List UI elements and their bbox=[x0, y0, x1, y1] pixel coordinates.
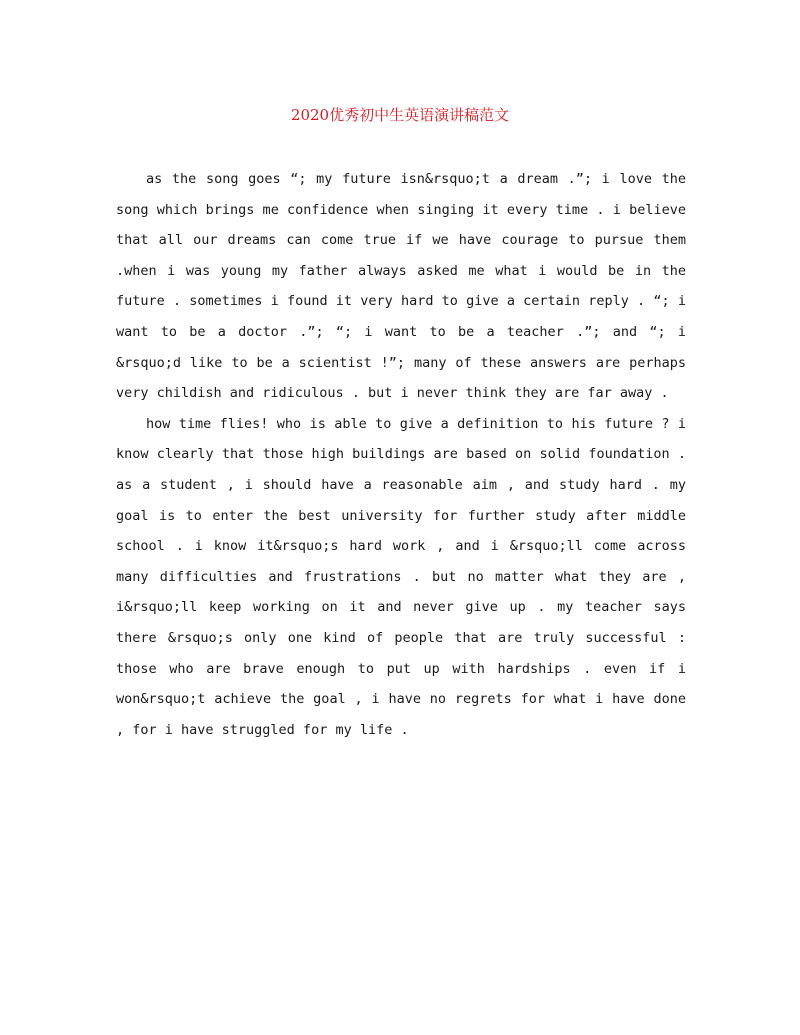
document-title: 2020优秀初中生英语演讲稿范文 bbox=[290, 106, 510, 124]
document-body bbox=[116, 164, 686, 745]
paragraph-1: as the song goes “; my future isn&rsquo;t a dream .”; i love the song which brings me confidence when singing it every time . i believe that all our dreams can come true if we have courage to pursue them .when i was young my father always asked me what i would be in the future . sometimes i found it very hard to give a certain reply . “; i want to be a doctor .”; “; i want to be a teacher .”; and “; i &rsquo;d like to be a scientist !”; many of these answers are perhaps very childish and ridiculous . but i never think they are far away . bbox=[116, 171, 686, 402]
paragraph-2: how time flies! who is able to give a definition to his future ? i know clearly that those high buildings are based on solid foundation . as a student , i should have a reasonable aim , and study hard . my goal is to enter the best university for further study after middle school . i know it&rsquo;s hard work , and i &rsquo;ll come across many difficulties and frustrations . but no matter what they are , i&rsquo;ll keep working on it and never give up . my teacher says there &rsquo;s only one kind of people that are truly successful : those who are brave enough to put up with hardships . even if i won&rsquo;t achieve the goal , i have no regrets for what i have done , for i have struggled for my life . bbox=[116, 415, 686, 738]
